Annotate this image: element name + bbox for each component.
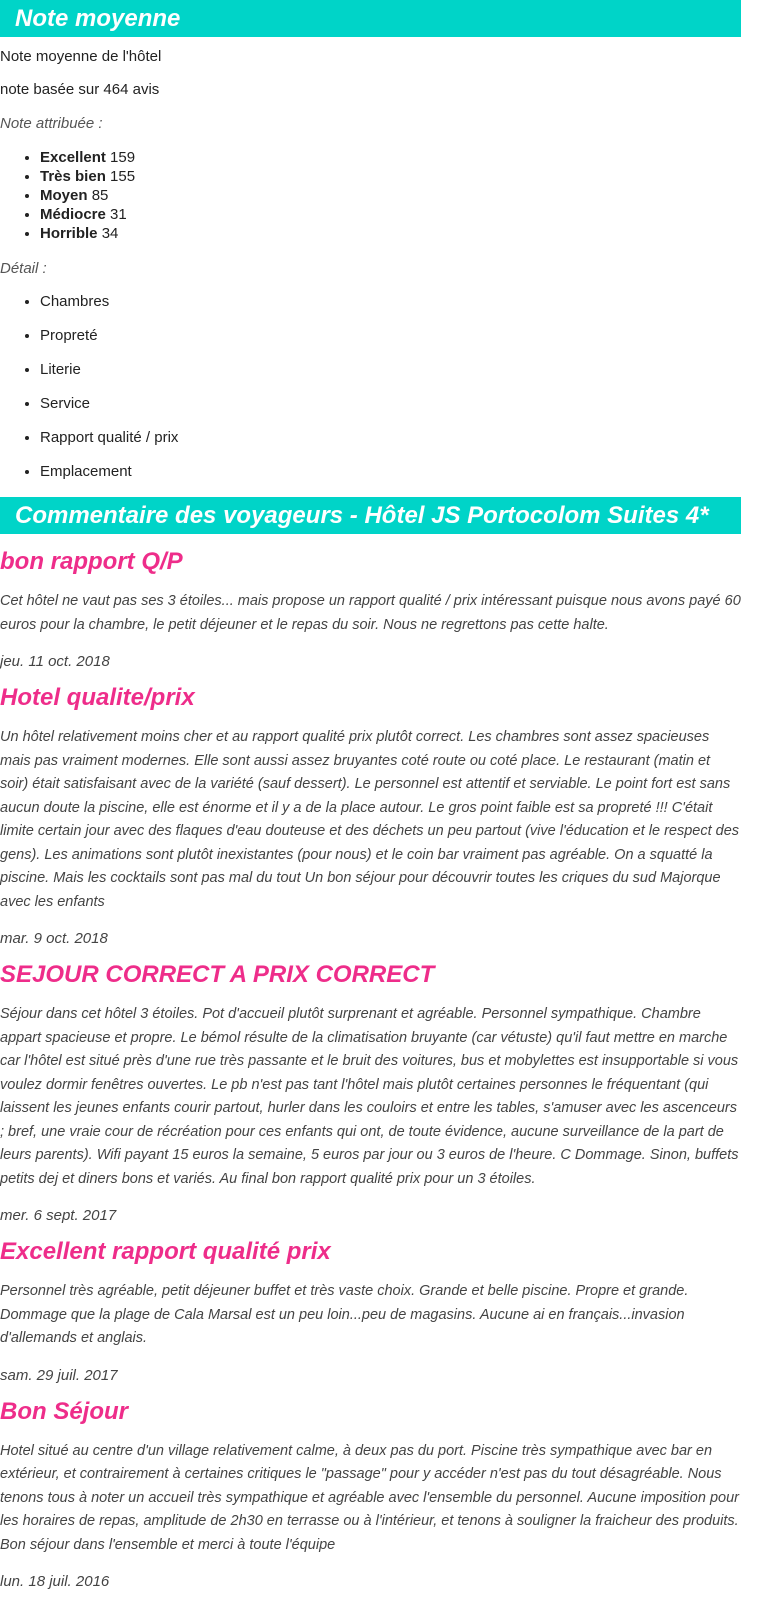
rating-subtitle: Note moyenne de l'hôtel bbox=[0, 48, 162, 65]
review bbox=[0, 961, 758, 1224]
review-title: Excellent rapport qualité prix bbox=[0, 1238, 331, 1265]
review-title: Hotel qualite/prix bbox=[0, 684, 195, 711]
review-title: bon rapport Q/P bbox=[0, 548, 183, 575]
rating-name: Moyen bbox=[40, 187, 88, 204]
rating-item bbox=[40, 167, 758, 186]
review-date: jeu. 11 oct. 2018 bbox=[0, 653, 110, 670]
detail-item: • Rapport qualité / prix bbox=[40, 429, 758, 447]
review-text: Séjour dans cet hôtel 3 étoiles. Pot d'accueil plutôt surprenant et agréable. Personnel sympathique. Chambre appart spacieuse et propre. Le bémol résulte de la climatisation bruyante (car vétuste) qu'il faut mettre en marche car l'hôtel est situé près d'une rue très passante et le bruit des voitures, bus et mobylettes est insupportable si vous voulez dormir fenêtres ouvertes. Le pb n'est pas tant l'hôtel mais plutôt certaines personnes le fréquentant (qui laissent les jeunes enfants courir partout, hurler dans les couloirs et entre les tables, s'amuser avec les ascenceurs ; bref, une vraie cour de récréation pour ces enfants qui ont, de toute évidence, aucune surveillance de la part de leurs parents). Wifi payant 15 euros la semaine, 5 euros par jour ou 3 euros de l'heure. C Dommage. Sinon, buffets petits dej et diners bons et variés. Au final bon rapport qualité prix pour un 3 étoiles. bbox=[0, 1006, 739, 1187]
rating-item bbox=[40, 186, 758, 205]
rating-item bbox=[40, 148, 758, 167]
rating-item bbox=[40, 224, 758, 243]
ratings-label: Note attribuée : bbox=[0, 115, 103, 132]
detail-item: • Service bbox=[40, 395, 758, 413]
review-date: lun. 18 juil. 2016 bbox=[0, 1573, 110, 1590]
review-text: Personnel très agréable, petit déjeuner buffet et très vaste choix. Grande et belle piscine. Propre et grande. Dommage que la plage de Cala Marsal est un peu loin...peu de magasins. Aucune ai en français...invasion d'allemands et anglais. bbox=[0, 1283, 689, 1346]
review-text: Cet hôtel ne vaut pas ses 3 étoiles... mais propose un rapport qualité / prix intéressant puisque nous avons payé 60 euros pour la chambre, le petit déjeuner et le repas du soir. Nous ne regrettons pas cette halte. bbox=[0, 593, 741, 633]
rating-section bbox=[0, 0, 758, 481]
review-text: Un hôtel relativement moins cher et au rapport qualité prix plutôt correct. Les chambres sont assez spacieuses mais pas vraiment modernes. Elle sont aussi assez bruyantes coté route ou coté place. Le restaurant (matin et soir) était satisfaisant avec de la variété (sauf dessert). Le personnel est attentif et serviable. Le point fort est sans aucun doute la piscine, elle est énorme et il y a de la place autour. Le gros point faible est sa propreté !!! C'était limite certain jour avec des flaques d'eau douteuse et des déchets un peu partout (vive l'éducation et le respect des gens). Les animations sont plutôt inexistantes (pour nous) et le coin bar vraiment pas agréable. On a squatté la piscine. Mais les cocktails sont pas mal du tout Un bon séjour pour découvrir toutes les criques du sud Majorque avec les enfants bbox=[0, 729, 740, 910]
detail-label: Détail : bbox=[0, 260, 47, 277]
rating-heading: Note moyenne bbox=[0, 0, 741, 37]
review-count: note basée sur 464 avis bbox=[0, 81, 160, 98]
review bbox=[0, 1398, 758, 1591]
review-date: mar. 9 oct. 2018 bbox=[0, 930, 108, 947]
rating-count: 85 bbox=[91, 187, 109, 204]
review-date: mer. 6 sept. 2017 bbox=[0, 1207, 117, 1224]
detail-list bbox=[0, 293, 758, 481]
detail-item: • Chambres bbox=[40, 293, 758, 311]
detail-item: • Literie bbox=[40, 361, 758, 379]
detail-item: • Propreté bbox=[40, 327, 758, 345]
review bbox=[0, 548, 758, 670]
review-title: Bon Séjour bbox=[0, 1397, 129, 1425]
rating-count: 31 bbox=[110, 206, 127, 223]
rating-name: Horrible bbox=[40, 225, 98, 242]
rating-count: 155 bbox=[110, 168, 136, 185]
rating-name: Excellent bbox=[40, 149, 106, 166]
ratings-list bbox=[0, 148, 758, 243]
rating-name: Très bien bbox=[40, 168, 106, 185]
reviews-heading: Commentaire des voyageurs - Hôtel JS Portocolom Suites 4* bbox=[0, 497, 741, 534]
review-title: SEJOUR CORRECT A PRIX CORRECT bbox=[0, 961, 435, 988]
rating-count: 159 bbox=[110, 149, 136, 166]
rating-item bbox=[40, 205, 758, 224]
reviews-section bbox=[0, 497, 758, 1590]
review-text: Hotel situé au centre d'un village relativement calme, à deux pas du port. Piscine très sympathique avec bar en extérieur, et contrairement à certaines critiques le "passage" pour y accéder n'est pas du tout désagréable. Nous tenons tous à noter un accueil très sympathique et agréable avec l'ensemble du personnel. Aucune imposition pour les horaires de repas, amplitude de 2h30 en terrasse ou à l'intérieur, et tenons à souligner la fraicheur des produits. Bon séjour dans l'ensemble et merci à toute l'équipe bbox=[0, 1442, 739, 1553]
review bbox=[0, 684, 758, 947]
review bbox=[0, 1238, 758, 1384]
rating-name: Médiocre bbox=[40, 206, 106, 223]
detail-item: • Emplacement bbox=[40, 463, 758, 481]
review-date: sam. 29 juil. 2017 bbox=[0, 1366, 118, 1384]
rating-count: 34 bbox=[101, 225, 119, 242]
